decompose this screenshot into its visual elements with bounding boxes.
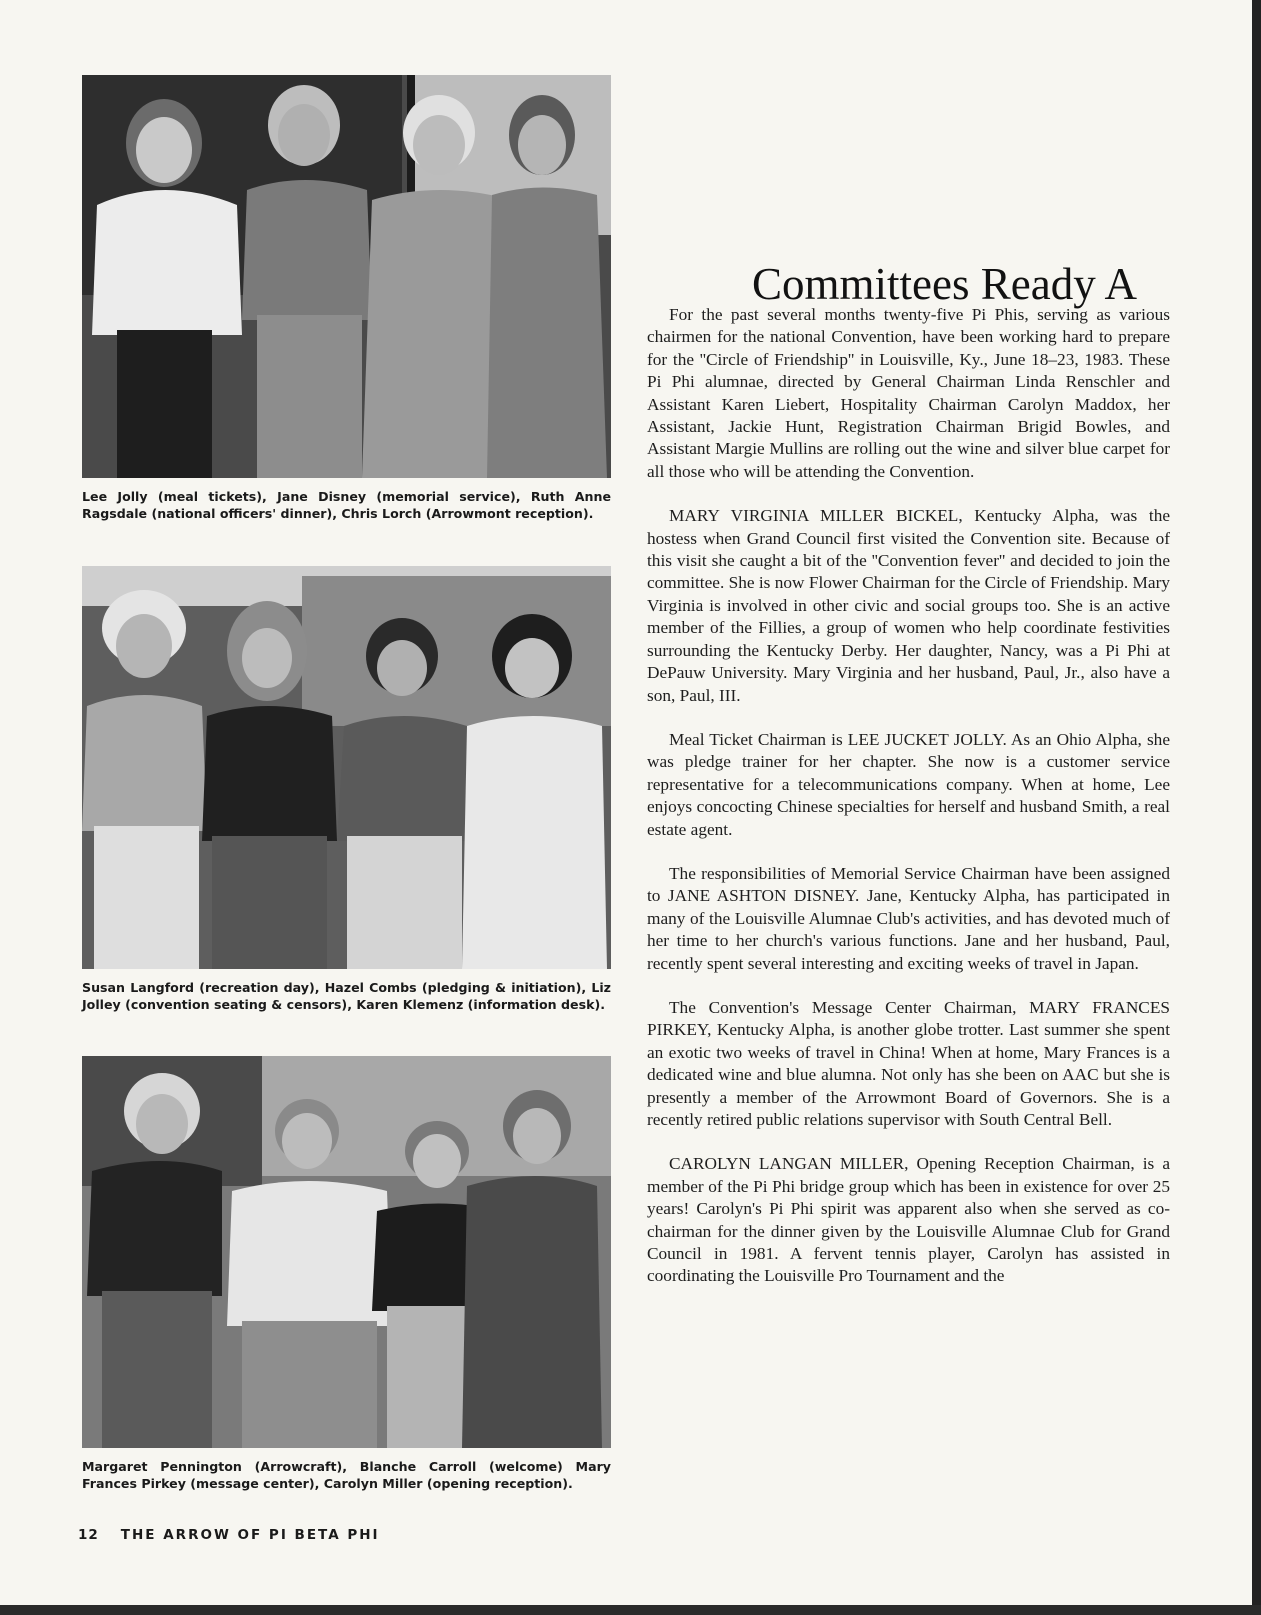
page-number: 12 — [78, 1527, 99, 1543]
photo-caption-3: Margaret Pennington (Arrowcraft), Blanche Carroll (welcome) Mary Frances Pirkey (message center), Carolyn Miller (opening reception). — [82, 1459, 611, 1491]
photo-group-2 — [82, 566, 611, 969]
article-paragraph: CAROLYN LANGAN MILLER, Opening Reception Chairman, is a member of the Pi Phi bridge group which has been in existence for over 25 years! Carolyn's Pi Phi spirit was apparent also when she served as co-chairman for the dinner given by the Louisville Alumnae Club for Grand Council in 1981. A fervent tennis player, Carolyn has assisted in coordinating the Louisville Pro Tournament and the — [647, 1154, 1170, 1286]
article-paragraph: The Convention's Message Center Chairman, MARY FRANCES PIRKEY, Kentucky Alpha, is another globe trotter. Last summer she spent an exotic two weeks of travel in China! When at home, Mary Frances is a dedicated wine and blue alumna. Not only has she been on AAC but she is presently a member of the Arrowmont Board of Governors. She is a recently retired public relations supervisor with South Central Bell. — [647, 997, 1170, 1129]
article-paragraph: The responsibilities of Memorial Service Chairman have been assigned to JANE ASHTON DISNEY. Jane, Kentucky Alpha, has participated in many of the Louisville Alumnae Club's activities, and has devoted much of her time to her church's various functions. Jane and her husband, Paul, recently spent several interesting and exciting weeks of travel in Japan. — [647, 863, 1170, 973]
publication-title: THE ARROW OF PI BETA PHI — [120, 1527, 380, 1543]
page-footer — [78, 1527, 380, 1543]
photo-caption-1: Lee Jolly (meal tickets), Jane Disney (memorial service), Ruth Anne Ragsdale (national officers' dinner), Chris Lorch (Arrowmont reception). — [82, 489, 611, 521]
article-body — [647, 304, 1170, 1310]
article-headline: Committees Ready A — [752, 259, 1137, 310]
article-paragraph: MARY VIRGINIA MILLER BICKEL, Kentucky Alpha, was the hostess when Grand Council first visited the Convention site. Because of this visit she caught a bit of the ''Convention fever'' and decided to join the committee. She is now Flower Chairman for the Circle of Friendship. Mary Virginia is involved in other civic and social groups too. She is an active member of the Fillies, a group of women who help coordinate festivities surrounding the Kentucky Derby. Her daughter, Nancy, was a Pi Phi at DePauw University. Mary Virginia and her husband, Paul, Jr., also have a son, Paul, III. — [647, 506, 1170, 705]
photo-group-1-image — [82, 75, 611, 478]
page-edge-bottom — [0, 1605, 1261, 1615]
photo-group-2-image — [82, 566, 611, 969]
photo-group-3-image — [82, 1056, 611, 1448]
article-paragraph: Meal Ticket Chairman is LEE JUCKET JOLLY. As an Ohio Alpha, she was pledge trainer for her chapter. She now is a customer service representative for a telecommunications company. When at home, Lee enjoys concocting Chinese specialties for herself and husband Smith, a real estate agent. — [647, 729, 1170, 839]
photo-group-3 — [82, 1056, 611, 1448]
photo-group-1 — [82, 75, 611, 478]
article-paragraph: For the past several months twenty-five Pi Phis, serving as various chairmen for the national Convention, have been working hard to prepare for the ''Circle of Friendship'' in Louisville, Ky., June 18–23, 1983. These Pi Phi alumnae, directed by General Chairman Linda Renschler and Assistant Karen Liebert, Hospitality Chairman Carolyn Maddox, her Assistant, Jackie Hunt, Registration Chairman Brigid Bowles, and Assistant Margie Mullins are rolling out the wine and silver blue carpet for all those who will be attending the Convention. — [647, 305, 1170, 481]
photo-caption-2: Susan Langford (recreation day), Hazel Combs (pledging & initiation), Liz Jolley (convention seating & censors), Karen Klemenz (information desk). — [82, 980, 611, 1012]
page-edge-right — [1252, 0, 1261, 1615]
